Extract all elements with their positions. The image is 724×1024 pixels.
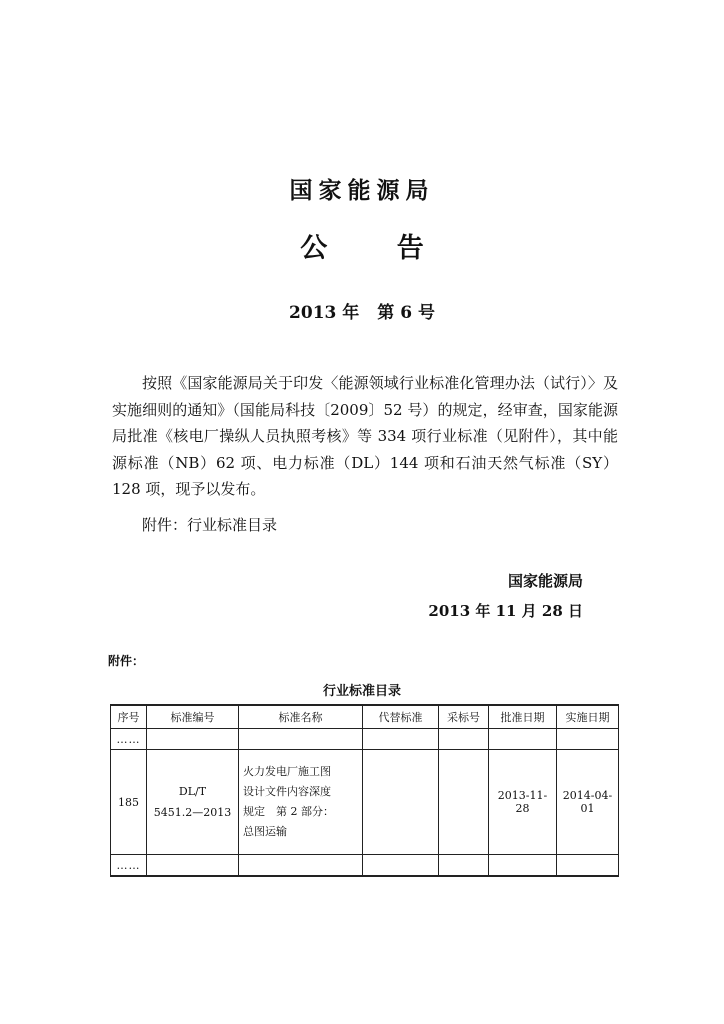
row-code bbox=[147, 750, 239, 855]
table-row bbox=[111, 855, 619, 877]
header-replaces: 代替标准 bbox=[363, 705, 439, 729]
body-paragraph: 按照《国家能源局关于印发〈能源领域行业标准化管理办法（试行）〉及实施细则的通知》（国能局科技〔2009〕52 号）的规定，经审查，国家能源局批准《核电厂操纵人员执照考核》等 334 项行业标准（见附件），其中能源标准（NB）62 项、电力标准（DL）144 项和石油天然气标准（SY）128 项，现予以发布。 bbox=[112, 374, 618, 498]
row-name-line: 火力发电厂施工图 bbox=[243, 765, 331, 778]
standards-table bbox=[110, 704, 619, 877]
ellipsis-cell: …… bbox=[111, 855, 147, 877]
number-label: 第 6 号 bbox=[377, 303, 435, 323]
row-adopted bbox=[439, 750, 489, 855]
row-code-line1: DL/T bbox=[178, 785, 207, 798]
header-adopted: 采标号 bbox=[439, 705, 489, 729]
header-approved: 批准日期 bbox=[489, 705, 557, 729]
agency-title: 国家能源局 bbox=[289, 178, 435, 204]
table-row bbox=[111, 729, 619, 750]
header-effective: 实施日期 bbox=[557, 705, 619, 729]
table-title: 行业标准目录 bbox=[322, 684, 401, 699]
table-row bbox=[111, 750, 619, 855]
year-label: 2013 年 bbox=[289, 303, 360, 323]
attachment-reference: 附件：行业标准目录 bbox=[142, 516, 278, 534]
announcement-body bbox=[112, 370, 618, 503]
header-code: 标准编号 bbox=[147, 705, 239, 729]
header-seq: 序号 bbox=[111, 705, 147, 729]
issuer-signature: 国家能源局 bbox=[507, 572, 583, 590]
row-name-line: 设计文件内容深度 bbox=[243, 785, 331, 798]
row-approved: 2013-11-28 bbox=[489, 750, 557, 855]
issue-date: 2013 年 11 月 28 日 bbox=[428, 602, 583, 620]
attachment-label: 附件： bbox=[108, 654, 145, 668]
announcement-number bbox=[0, 298, 724, 323]
row-effective: 2014-04-01 bbox=[557, 750, 619, 855]
ellipsis-cell: …… bbox=[111, 729, 147, 750]
row-name-line: 规定 第 2 部分： bbox=[243, 805, 334, 818]
row-name bbox=[239, 750, 363, 855]
row-name-line: 总图运输 bbox=[243, 825, 287, 838]
table-header-row bbox=[111, 705, 619, 729]
row-code-line2: 5451.2—2013 bbox=[153, 806, 232, 819]
header-name: 标准名称 bbox=[239, 705, 363, 729]
row-replaces bbox=[363, 750, 439, 855]
document-type: 公 告 bbox=[300, 233, 454, 264]
row-seq: 185 bbox=[111, 750, 147, 855]
